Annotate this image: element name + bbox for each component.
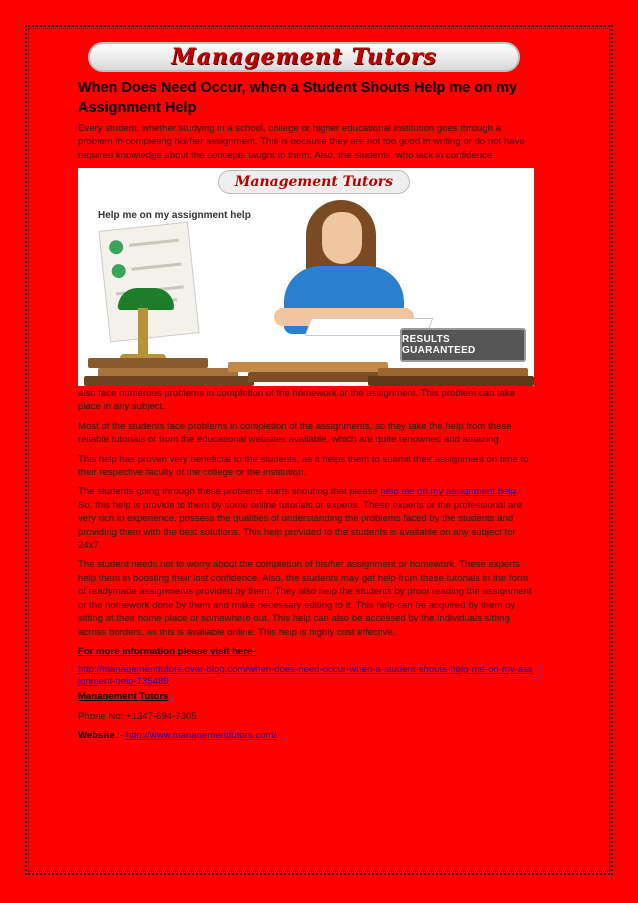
hero-logo (218, 170, 410, 194)
hero-logo-text: Management Tutors (234, 174, 394, 190)
brand-logo (88, 42, 520, 72)
paragraph-4: This help has proven very beneficial to the students, as it helps them to submit their assignment on time to their respective faculty of the college or the institution. (78, 453, 529, 479)
company-name: Management Tutors (78, 691, 169, 703)
paragraph-6: The student needs not to worry about the completion of his/her assignment or homework. These experts help them in boosting their lost confidence. Also, the students may get help from these tutorials in the form of readymade assignments provided by them. They also help the students by proof reading the assignment or the homework done by them and make necessary editing to it. This help can be acquired by them by sitting at their home place or somewhere out. This help can also be accessed by the individuals sitting across borders, as this is available online. This help is highly cost effective. (78, 559, 532, 638)
results-guaranteed-badge: RESULTS GUARANTEED (400, 328, 526, 362)
website-label: Website (78, 730, 115, 742)
hero-image (78, 168, 534, 386)
checkmark-icon (111, 263, 126, 278)
desk-lamp-icon (118, 288, 174, 310)
checkmark-icon (108, 240, 123, 255)
website-separator: :- (114, 730, 126, 742)
paragraph-intro: Every student, whether studying in a school, college or higher educational institution goes through a problem in completing his/her assignment. This is because they are not too good in writing or do not have required knowledge about the concepts taught to them. Also, the students, who lack in confidence (78, 123, 525, 161)
book (84, 376, 254, 386)
book (88, 358, 208, 368)
paragraph-2: also face numerous problems in completion of the homework or the assignment. This problem can take place in any subject. (78, 388, 516, 413)
website-link[interactable]: http://www.managementtutors.com/ (125, 730, 277, 742)
student-face (322, 212, 362, 264)
phone-number: Phone No: +1347-694-7305 (78, 710, 197, 722)
more-info-heading: For more information please visit here- (78, 645, 256, 657)
paper-line (131, 263, 181, 271)
paragraph-3: Most of the students face problems in completion of the assignments, so they take the help from these reliable tutorials or from the educational websites available, which are quite renowned and amazing. (78, 420, 512, 446)
paragraph-5-start: The students going through these problems starts shouting that please (78, 486, 381, 498)
hero-help-text: Help me on my assignment help (98, 210, 251, 221)
help-assignment-link[interactable]: help me on my assignment help (380, 486, 516, 498)
website-line (78, 729, 534, 742)
article (78, 78, 534, 749)
brand-logo-text: Management Tutors (171, 44, 437, 70)
paragraph-5 (78, 485, 534, 552)
article-title: When Does Need Occur, when a Student Shouts Help me on my Assignment Help (78, 80, 518, 116)
book (368, 376, 534, 386)
book (228, 362, 388, 372)
paragraph-5-end: . So, this help is provide to them by some online tutorials or experts. These experts or the professional are very rich in experience, possess the qualities of understanding the problems faced by the students and providing them with the best solutions. This help provided to the students is available on any subject for 24x7. (78, 486, 523, 552)
paper-line (129, 239, 179, 247)
article-url-link[interactable]: http://managementtutors.over-blog.com/when-does-need-occur-when-a-student-shouts-help-me-on-my-assignment-help-135489 (78, 664, 533, 688)
